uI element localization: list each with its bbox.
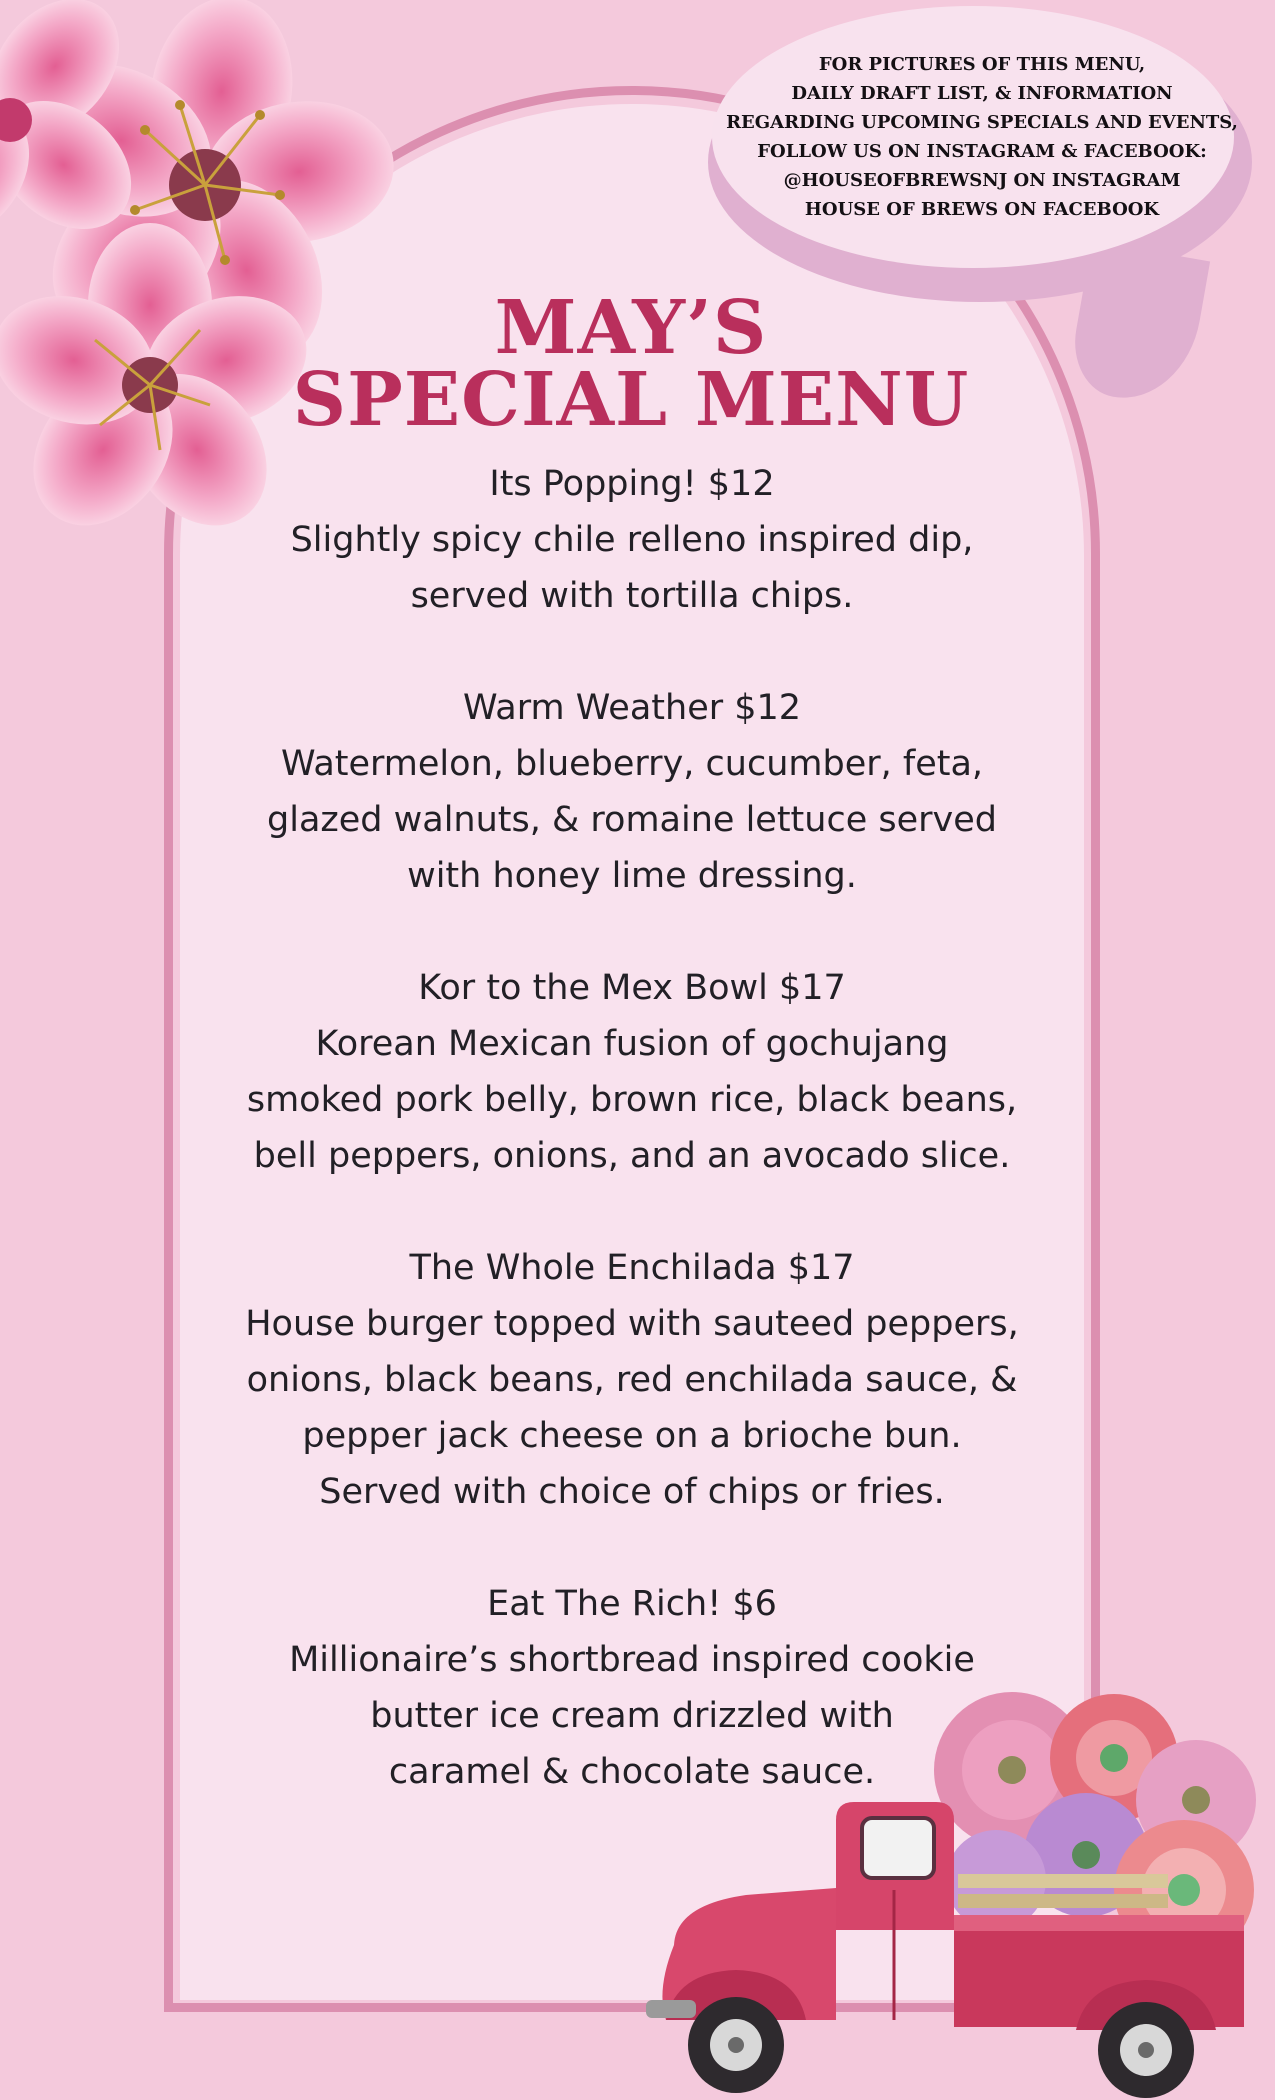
menu-item-description: served with tortilla chips. — [410, 576, 854, 616]
facebook-handle: HOUSE OF BREWS ON FACEBOOK — [804, 199, 1160, 220]
title-line-2: SPECIAL MENU — [292, 357, 970, 443]
social-line: FOR PICTURES OF THIS MENU, — [818, 54, 1146, 75]
social-line: DAILY DRAFT LIST, & INFORMATION — [791, 83, 1173, 104]
menu-item-description: with honey lime dressing. — [407, 856, 857, 896]
menu-item-description: smoked pork belly, brown rice, black beans, — [246, 1080, 1018, 1120]
menu-item-description: butter ice cream drizzled with — [370, 1696, 894, 1736]
menu-item — [180, 680, 1084, 904]
menu-item-description: glazed walnuts, & romaine lettuce served — [267, 800, 997, 840]
menu-item-description: Watermelon, blueberry, cucumber, feta, — [280, 744, 984, 784]
title-line-1: MAY’S — [494, 285, 768, 371]
instagram-handle: @HOUSEOFBREWSNJ ON INSTAGRAM — [783, 170, 1181, 191]
menu-item-description: Millionaire’s shortbread inspired cookie — [289, 1640, 975, 1680]
menu-item-heading: Eat The Rich! $6 — [487, 1584, 777, 1624]
menu-list — [180, 456, 1084, 1856]
menu-item — [180, 456, 1084, 624]
menu-item-heading: Kor to the Mex Bowl $17 — [418, 968, 846, 1008]
menu-item-description: caramel & chocolate sauce. — [388, 1752, 876, 1792]
menu-item — [180, 960, 1084, 1184]
menu-item — [180, 1240, 1084, 1520]
menu-item-description: House burger topped with sauteed peppers, — [245, 1304, 1019, 1344]
speech-bubble-tail — [1066, 241, 1210, 410]
social-media-notice — [712, 50, 1252, 224]
menu-item-heading: Warm Weather $12 — [462, 688, 802, 728]
menu-item-description: pepper jack cheese on a brioche bun. — [302, 1416, 962, 1456]
menu-item-heading: The Whole Enchilada $17 — [409, 1248, 855, 1288]
menu-item-description: Served with choice of chips or fries. — [319, 1472, 945, 1512]
menu-item-description: Korean Mexican fusion of gochujang — [315, 1024, 949, 1064]
menu-item-heading: Its Popping! $12 — [489, 464, 775, 504]
menu-item-description: Slightly spicy chile relleno inspired dip, — [290, 520, 974, 560]
menu-item-description: onions, black beans, red enchilada sauce, & — [246, 1360, 1018, 1400]
page-title — [200, 285, 1062, 443]
menu-item-description: bell peppers, onions, and an avocado slice. — [253, 1136, 1011, 1176]
social-line: FOLLOW US ON INSTAGRAM & FACEBOOK: — [757, 141, 1207, 162]
social-line: REGARDING UPCOMING SPECIALS AND EVENTS, — [726, 112, 1238, 133]
pickup-truck-icon — [636, 1690, 1275, 2100]
